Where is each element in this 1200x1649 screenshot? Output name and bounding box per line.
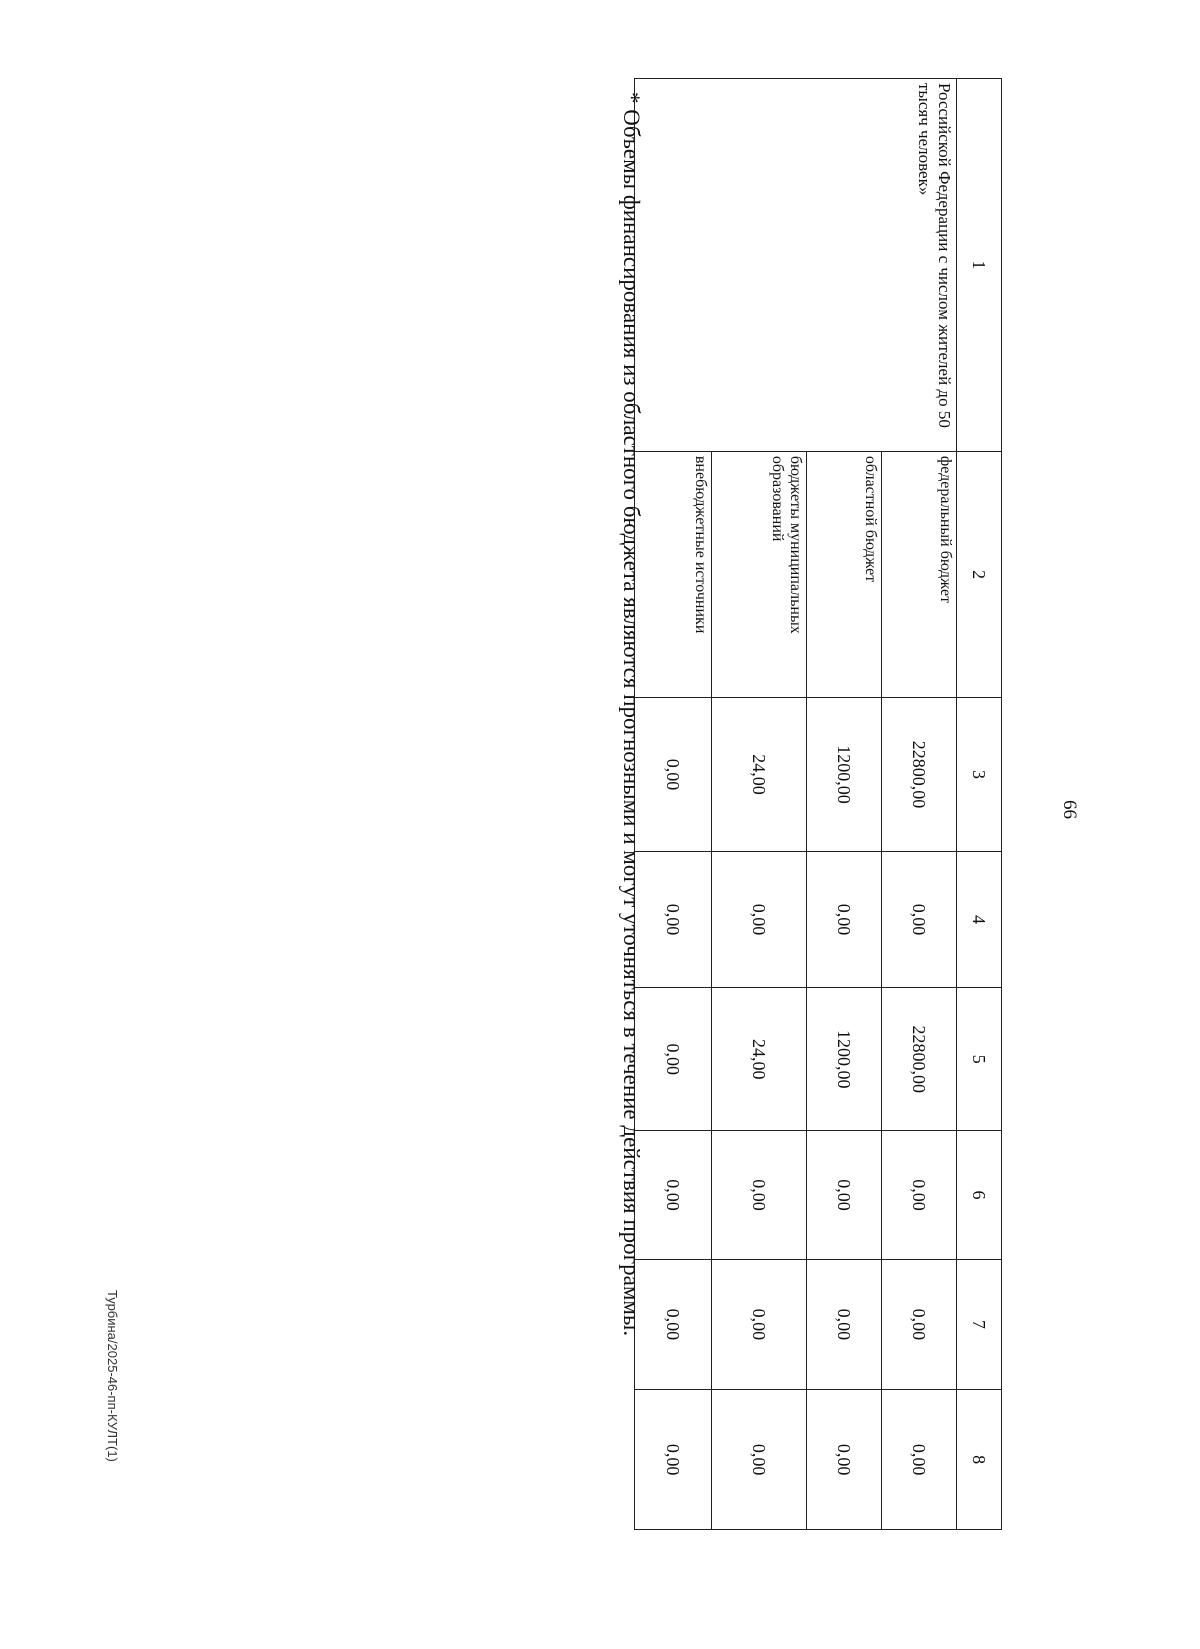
table-row bbox=[882, 79, 957, 1530]
value-cell: 1200,00 bbox=[807, 698, 882, 851]
source-cell: внебюджетные источники bbox=[635, 451, 712, 697]
row-label-cell: Российской Федерации с числом жителей до 50 тысяч человек» bbox=[635, 79, 957, 452]
page-number: 66 bbox=[1059, 800, 1080, 819]
value-cell: 0,00 bbox=[807, 1259, 882, 1389]
value-cell: 22800,00 bbox=[882, 698, 957, 851]
value-cell: 22800,00 bbox=[882, 988, 957, 1131]
value-cell: 0,00 bbox=[635, 1259, 712, 1389]
value-cell: 0,00 bbox=[712, 1259, 807, 1389]
value-cell: 0,00 bbox=[635, 698, 712, 851]
value-cell: 0,00 bbox=[635, 1390, 712, 1530]
header-cell-1: 1 bbox=[957, 79, 1002, 452]
header-cell-2: 2 bbox=[957, 451, 1002, 697]
value-cell: 24,00 bbox=[712, 988, 807, 1131]
header-cell-5: 5 bbox=[957, 988, 1002, 1131]
header-cell-4: 4 bbox=[957, 851, 1002, 988]
value-cell: 0,00 bbox=[882, 1259, 957, 1389]
header-cell-6: 6 bbox=[957, 1131, 1002, 1259]
footnote: * Объемы финансирования из областного бюджета являются прогнозными и могут уточняться в течение действия программы. bbox=[619, 92, 644, 1337]
value-cell: 0,00 bbox=[882, 851, 957, 988]
value-cell: 0,00 bbox=[712, 851, 807, 988]
source-cell: бюджеты муниципальных образований bbox=[712, 451, 807, 697]
header-cell-7: 7 bbox=[957, 1259, 1002, 1389]
header-cell-8: 8 bbox=[957, 1390, 1002, 1530]
source-cell: областной бюджет bbox=[807, 451, 882, 697]
document-code: Турбина/2025-46-пп-КУЛТ(1) bbox=[105, 1290, 120, 1462]
value-cell: 0,00 bbox=[807, 851, 882, 988]
value-cell: 0,00 bbox=[712, 1131, 807, 1259]
header-cell-3: 3 bbox=[957, 698, 1002, 851]
value-cell: 0,00 bbox=[635, 851, 712, 988]
value-cell: 0,00 bbox=[882, 1390, 957, 1530]
value-cell: 0,00 bbox=[807, 1390, 882, 1530]
value-cell: 0,00 bbox=[635, 1131, 712, 1259]
source-cell: федеральный бюджет bbox=[882, 451, 957, 697]
value-cell: 0,00 bbox=[807, 1131, 882, 1259]
value-cell: 0,00 bbox=[882, 1131, 957, 1259]
value-cell: 1200,00 bbox=[807, 988, 882, 1131]
value-cell: 0,00 bbox=[635, 988, 712, 1131]
table-header-row bbox=[957, 79, 1002, 1530]
value-cell: 0,00 bbox=[712, 1390, 807, 1530]
value-cell: 24,00 bbox=[712, 698, 807, 851]
financing-table bbox=[634, 78, 1002, 1530]
